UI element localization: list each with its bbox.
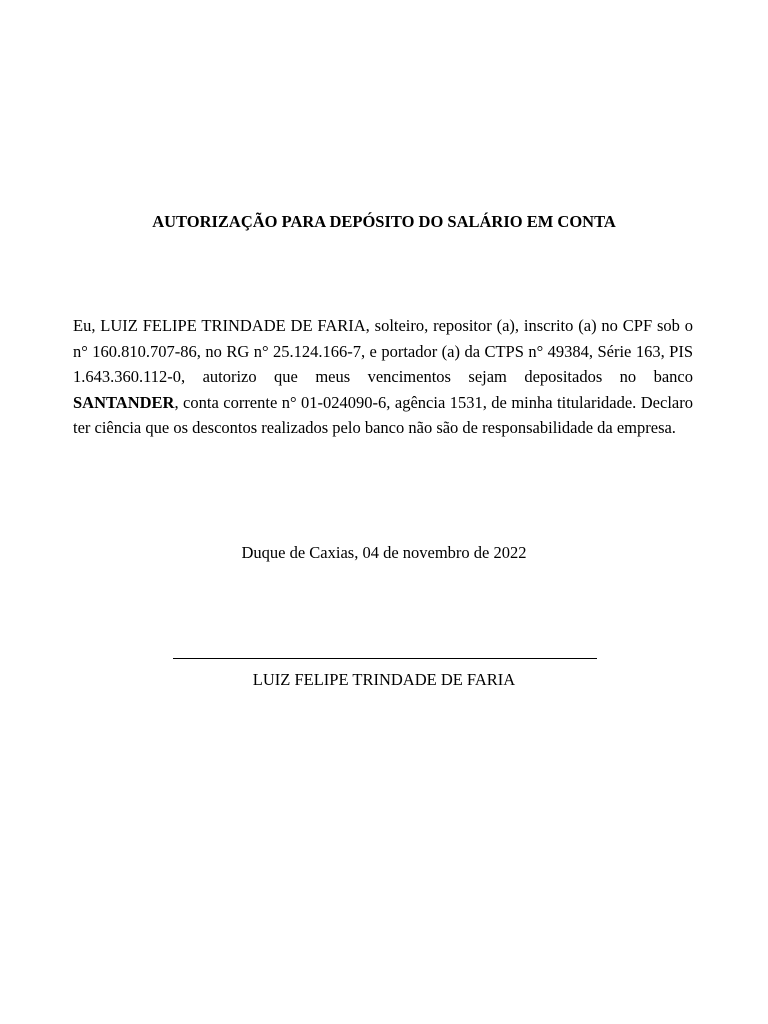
place-and-date: Duque de Caxias, 04 de novembro de 2022 [241,543,527,562]
bank-name: SANTANDER [73,392,175,412]
document-title: AUTORIZAÇÃO PARA DEPÓSITO DO SALÁRIO EM CONTA [152,212,616,231]
signature-name: LUIZ FELIPE TRINDADE DE FARIA [252,670,516,689]
paragraph-text-before-bank: Eu, LUIZ FELIPE TRINDADE DE FARIA, solteiro, repositor (a), inscrito (a) no CPF sob o n° 160.810.707-86, no RG n° 25.124.166-7, e portador (a) da CTPS n° 49384, Série 163, PIS 1.643.360.112-0, autorizo que meus vencimentos sejam depositados no banco [73,316,693,387]
paragraph-text-after-bank: , conta corrente n° 01-024090-6, agência 1531, de minha titularidade. Declaro ter ciência que os descontos realizados pelo banco não são de responsabilidade da empresa. [73,392,693,438]
signature-line [173,658,597,659]
authorization-paragraph [73,313,693,441]
